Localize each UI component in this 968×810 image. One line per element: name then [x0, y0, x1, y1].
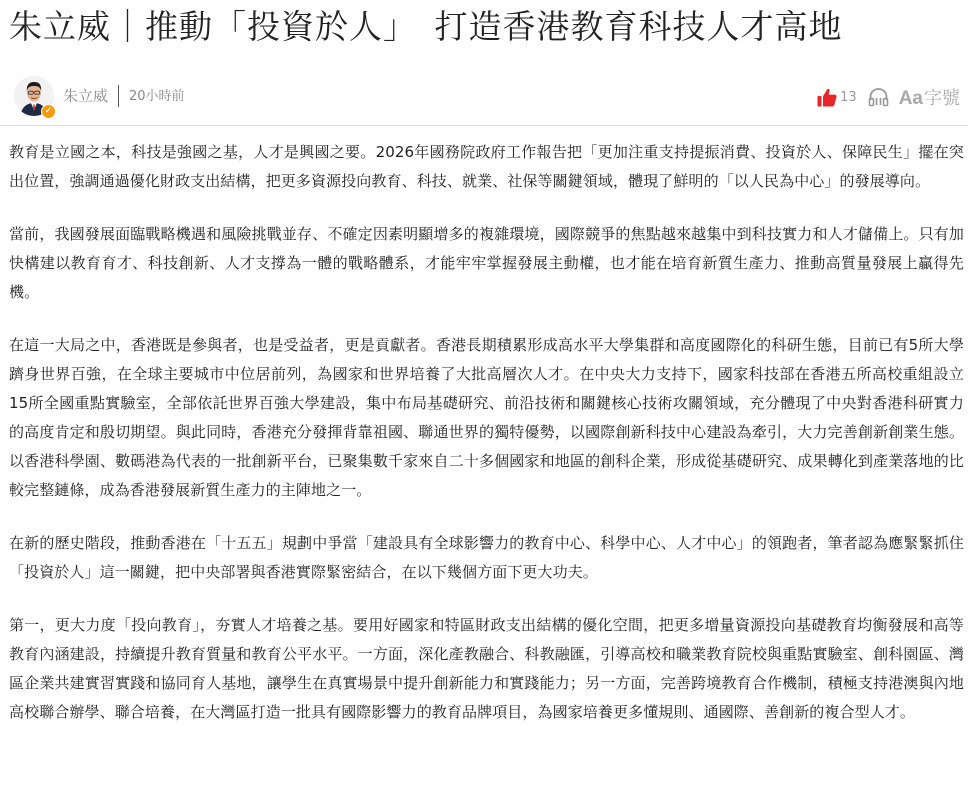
font-size-latin-label: Aa	[898, 88, 923, 109]
paragraph: 當前，我國發展面臨戰略機遇和風險挑戰並存、不確定因素明顯增多的複雜環境，國際競爭的焦點越來越集中到科技實力和人才儲備上。只有加快構建以教育育才、科技創新、人才支撐為一體的戰略體系，才能牢牢掌握發展主動權，也才能在培育新質生產力、推動高質量發展上贏得先機。	[9, 225, 964, 301]
publish-time: 20小時前	[129, 89, 185, 104]
paragraph: 教育是立國之本，科技是強國之基，人才是興國之要。2026年國務院政府工作報告把「更加注重支持提振消費、投資於人、保障民生」擺在突出位置，強調通過優化財政支出結構，把更多資源投向教育、科技、就業、社保等關鍵領域，體現了鮮明的「以人民為中心」的發展導向。	[9, 143, 964, 190]
paragraph: 第一，更大力度「投向教育」，夯實人才培養之基。要用好國家和特區財政支出結構的優化空間，把更多增量資源投向基礎教育均衡發展和高等教育內涵建設，持續提升教育質量和教育公平水平。一方面，深化產教融合、科教融匯，引導高校和職業教育院校與重點實驗室、創科園區、灣區企業共建實習實踐和協同育人基地，讓學生在真實場景中提升創新能力和實踐能力；另一方面，完善跨境教育合作機制，積極支持港澳與內地高校聯合辦學、聯合培養，在大灣區打造一批具有國際影響力的教育品牌項目，為國家培養更多懂規則、通國際、善創新的複合型人才。	[9, 616, 964, 721]
like-button[interactable]	[817, 88, 857, 107]
byline-divider	[118, 85, 119, 107]
author-name[interactable]: 朱立威	[63, 87, 109, 105]
verified-badge-icon: ✓	[41, 104, 56, 119]
like-count: 13	[840, 89, 857, 105]
font-size-button[interactable]	[899, 84, 960, 110]
headphones-icon	[868, 87, 889, 107]
listen-button[interactable]	[868, 87, 889, 107]
byline	[10, 74, 962, 122]
font-size-zh-label: 字號	[924, 88, 960, 109]
paragraph: 在新的歷史階段，推動香港在「十五五」規劃中爭當「建設具有全球影響力的教育中心、科學中心、人才中心」的領跑者，筆者認為應緊緊抓住「投資於人」這一關鍵，把中央部署與香港實際緊密結合，在以下幾個方面下更大功夫。	[9, 534, 964, 581]
header-divider	[0, 125, 968, 126]
article-actions	[817, 83, 960, 111]
article-title: 朱立威｜推動「投資於人」 打造香港教育科技人才高地	[9, 7, 843, 46]
article-body	[9, 138, 964, 751]
paragraph: 在這一大局之中，香港既是參與者，也是受益者，更是貢獻者。香港長期積累形成高水平大學集群和高度國際化的科研生態，目前已有5所大學躋身世界百強，在全球主要城市中位居前列，為國家和世界培養了大批高層次人才。在中央大力支持下，國家科技部在香港五所高校重組設立15所全國重點實驗室，全部依託世界百強大學建設，集中布局基礎研究、前沿技術和關鍵核心技術攻關領域，充分體現了中央對香港科研實力的高度肯定和殷切期望。與此同時，香港充分發揮背靠祖國、聯通世界的獨特優勢，以國際創新科技中心建設為牽引，大力完善創新創業生態。以香港科學園、數碼港為代表的一批創新平台，已聚集數千家來自二十多個國家和地區的創科企業，形成從基礎研究、成果轉化到產業落地的比較完整鏈條，成為香港發展新質生產力的主陣地之一。	[9, 336, 964, 499]
thumbs-up-icon	[817, 88, 837, 107]
